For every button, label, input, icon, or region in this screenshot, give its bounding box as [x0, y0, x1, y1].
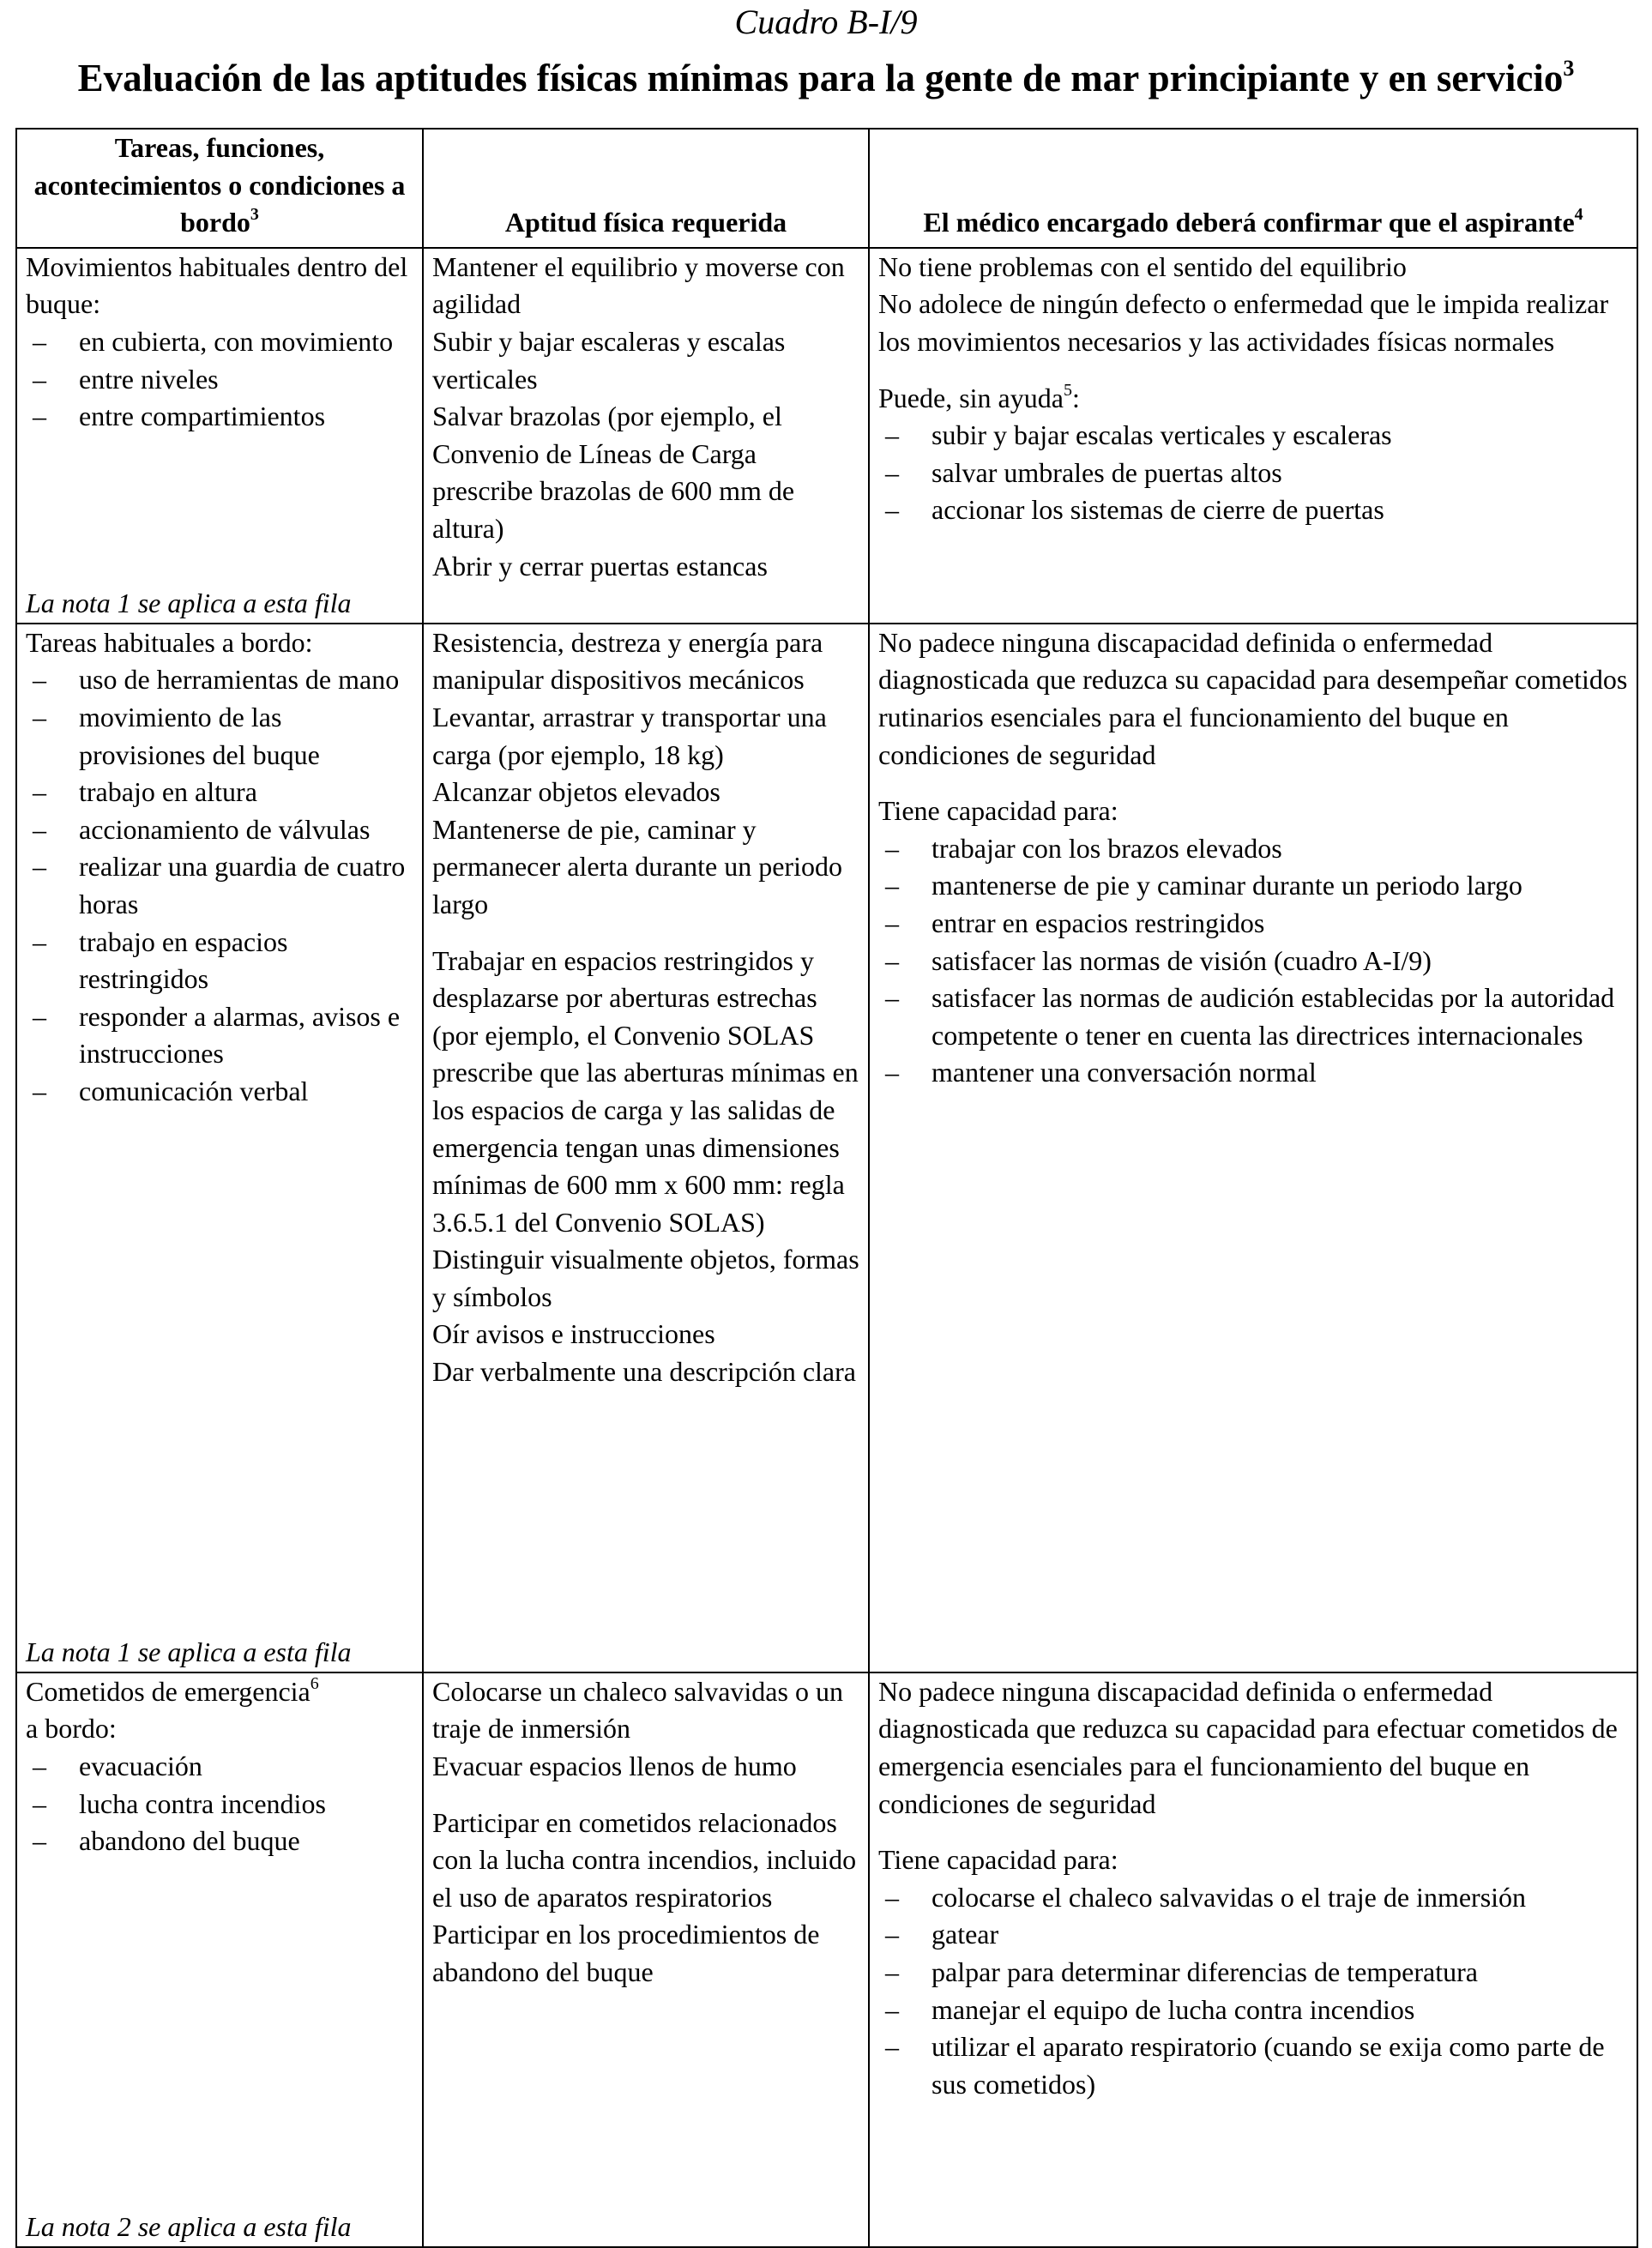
row-note: La nota 1 se aplica a esta fila	[26, 588, 352, 619]
aptitude-line: Evacuar espacios llenos de humo	[432, 1750, 797, 1781]
doctor-list	[878, 417, 1628, 529]
doctor-item: – utilizar el aparato respiratorio (cuando se exija como parte de sus cometidos)	[878, 2028, 1628, 2103]
doctor-intro-footnote: 5	[1063, 380, 1072, 400]
cell-doctor	[869, 624, 1637, 1672]
table-row	[16, 248, 1637, 624]
task-item: – abandono del buque	[26, 1823, 413, 1860]
cell-aptitude	[423, 248, 869, 624]
task-item: – en cubierta, con movimiento	[26, 323, 413, 361]
task-item: – movimiento de las provisiones del buque	[26, 699, 413, 774]
doctor-line: No adolece de ningún defecto o enfermedad que le impida realizar los movimientos necesarios y las actividades físicas normales	[878, 288, 1609, 357]
doctor-item: – satisfacer las normas de audición establecidas por la autoridad competente o tener en cuenta las directrices internacionales	[878, 979, 1628, 1054]
cell-tasks	[16, 248, 423, 624]
aptitude-line: Dar verbalmente una descripción clara	[432, 1356, 856, 1388]
title-footnote-marker: 3	[1563, 56, 1575, 81]
doctor-line: No padece ninguna discapacidad definida o enfermedad diagnosticada que reduzca su capacidad para desempeñar cometidos rutinarios esenciales para el funcionamiento del buque en condiciones de seguridad	[878, 626, 1628, 770]
tasks-intro	[26, 1673, 413, 1711]
paragraph-gap	[878, 774, 1628, 793]
header-doctor	[869, 129, 1637, 248]
aptitude-line: Distinguir visualmente objetos, formas y símbolos	[432, 1244, 859, 1312]
doctor-item: – manejar el equipo de lucha contra incendios	[878, 1992, 1628, 2029]
aptitude-line: Colocarse un chaleco salvavidas o un traje de inmersión	[432, 1675, 843, 1745]
table-caption: Cuadro B-I/9	[734, 3, 918, 41]
doctor-item: – entrar en espacios restringidos	[878, 905, 1628, 943]
header-aptitude-text: Aptitud física requerida	[504, 207, 787, 238]
fitness-table	[15, 128, 1638, 2248]
tasks-intro-text: Cometidos de emergencia	[26, 1675, 311, 1707]
task-list	[26, 323, 413, 436]
task-item: – entre niveles	[26, 361, 413, 399]
table-row	[16, 1672, 1637, 2247]
doctor-item: – satisfacer las normas de visión (cuadro A-I/9)	[878, 943, 1628, 980]
tasks-intro	[26, 624, 413, 662]
task-item: – responder a alarmas, avisos e instrucciones	[26, 998, 413, 1073]
doctor-intro-text: Puede, sin ayuda	[878, 382, 1064, 413]
aptitude-line: Participar en los procedimientos de abandono del buque	[432, 1919, 820, 1987]
task-item: – accionamiento de válvulas	[26, 811, 413, 849]
doctor-item: – mantener una conversación normal	[878, 1054, 1628, 1092]
cell-doctor	[869, 248, 1637, 624]
paragraph-gap	[878, 361, 1628, 380]
paragraph-gap	[432, 1786, 859, 1805]
doctor-item: – trabajar con los brazos elevados	[878, 830, 1628, 868]
cell-aptitude	[423, 1672, 869, 2247]
paragraph-gap	[432, 924, 859, 943]
cell-tasks	[16, 624, 423, 1672]
doctor-item: – colocarse el chaleco salvavidas o el traje de inmersión	[878, 1879, 1628, 1917]
doctor-intro	[878, 380, 1628, 418]
doctor-item: – salvar umbrales de puertas altos	[878, 455, 1628, 492]
aptitude-line: Resistencia, destreza y energía para manipular dispositivos mecánicos	[432, 626, 823, 696]
header-aptitude	[423, 129, 869, 248]
doctor-intro-suffix: :	[1071, 382, 1080, 413]
aptitude-line: Mantenerse de pie, caminar y permanecer alerta durante un periodo largo	[432, 813, 842, 919]
document-title	[0, 45, 1652, 102]
task-item: – evacuación	[26, 1748, 413, 1786]
doctor-intro-text: Tiene capacidad para:	[878, 795, 1118, 827]
row-note: La nota 1 se aplica a esta fila	[26, 1636, 352, 1668]
aptitude-line: Levantar, arrastrar y transportar una carga (por ejemplo, 18 kg)	[432, 701, 827, 770]
doctor-item: – mantenerse de pie y caminar durante un periodo largo	[878, 867, 1628, 905]
row-note: La nota 2 se aplica a esta fila	[26, 2211, 352, 2243]
cell-tasks-content	[26, 1673, 413, 2246]
aptitude-line: Alcanzar objetos elevados	[432, 776, 720, 808]
cell-aptitude	[423, 624, 869, 1672]
cell-doctor	[869, 1672, 1637, 2247]
aptitude-line: Trabajar en espacios restringidos y desplazarse por aberturas estrechas (por ejemplo, el Convenio SOLAS prescribe que las aberturas mínimas en los espacios de carga y las salidas de emergencia tengan unas dimensiones mínimas de 600 mm x 600 mm: regla 3.6.5.1 del Convenio SOLAS)	[432, 944, 859, 1238]
table-row	[16, 624, 1637, 1672]
doctor-item: – subir y bajar escalas verticales y escaleras	[878, 417, 1628, 455]
tasks-intro	[26, 249, 413, 323]
task-item: – trabajo en altura	[26, 774, 413, 811]
aptitude-line: Subir y bajar escaleras y escalas verticales	[432, 325, 786, 395]
header-tasks	[16, 129, 423, 248]
aptitude-line: Oír avisos e instrucciones	[432, 1318, 715, 1350]
doctor-intro	[878, 1841, 1628, 1879]
task-item: – lucha contra incendios	[26, 1786, 413, 1823]
task-item: – uso de herramientas de mano	[26, 661, 413, 699]
doctor-line: No tiene problemas con el sentido del equilibrio	[878, 250, 1407, 282]
cell-tasks	[16, 1672, 423, 2247]
doctor-list	[878, 1879, 1628, 2104]
doctor-line: No padece ninguna discapacidad definida o enfermedad diagnosticada que reduzca su capacidad para efectuar cometidos de emergencia esenciales para el funcionamiento del buque en condiciones de seguridad	[878, 1675, 1618, 1819]
paragraph-gap	[878, 1823, 1628, 1841]
doctor-list	[878, 830, 1628, 1092]
header-doctor-text: El médico encargado deberá confirmar que el aspirante	[923, 207, 1575, 238]
doctor-intro	[878, 793, 1628, 830]
header-tasks-footnote: 3	[250, 205, 259, 225]
tasks-intro-text: Tareas habituales a bordo:	[26, 626, 313, 658]
cell-tasks-content	[26, 249, 413, 623]
task-item: – comunicación verbal	[26, 1073, 413, 1111]
doctor-item: – accionar los sistemas de cierre de puertas	[878, 491, 1628, 529]
task-list	[26, 661, 413, 1110]
header-doctor-footnote: 4	[1574, 205, 1583, 225]
task-item: – entre compartimientos	[26, 398, 413, 436]
task-list	[26, 1748, 413, 1860]
aptitude-line: Mantener el equilibrio y moverse con agilidad	[432, 250, 845, 320]
aptitude-line: Participar en cometidos relacionados con la lucha contra incendios, incluido el uso de aparatos respiratorios	[432, 1806, 857, 1913]
task-item: – trabajo en espacios restringidos	[26, 924, 413, 998]
cell-tasks-content	[26, 624, 413, 1672]
tasks-intro-text: Movimientos habituales dentro del buque:	[26, 250, 408, 320]
doctor-item: – palpar para determinar diferencias de temperatura	[878, 1954, 1628, 1992]
table-body	[16, 248, 1637, 2247]
aptitude-line: Abrir y cerrar puertas estancas	[432, 550, 768, 582]
document-title-text: Evaluación de las aptitudes físicas mínimas para la gente de mar principiante y en servicio	[77, 57, 1564, 99]
tasks-intro-footnote: 6	[310, 1673, 319, 1693]
task-item: – realizar una guardia de cuatro horas	[26, 848, 413, 923]
doctor-item: – gatear	[878, 1916, 1628, 1954]
doctor-intro-text: Tiene capacidad para:	[878, 1844, 1118, 1876]
aptitude-line: Salvar brazolas (por ejemplo, el Convenio de Líneas de Carga prescribe brazolas de 600 mm de altura)	[432, 401, 795, 544]
header-row	[16, 129, 1637, 248]
tasks-intro-continued: a bordo:	[26, 1713, 117, 1745]
header-tasks-text: Tareas, funciones, acontecimientos o condiciones a bordo	[33, 132, 406, 238]
